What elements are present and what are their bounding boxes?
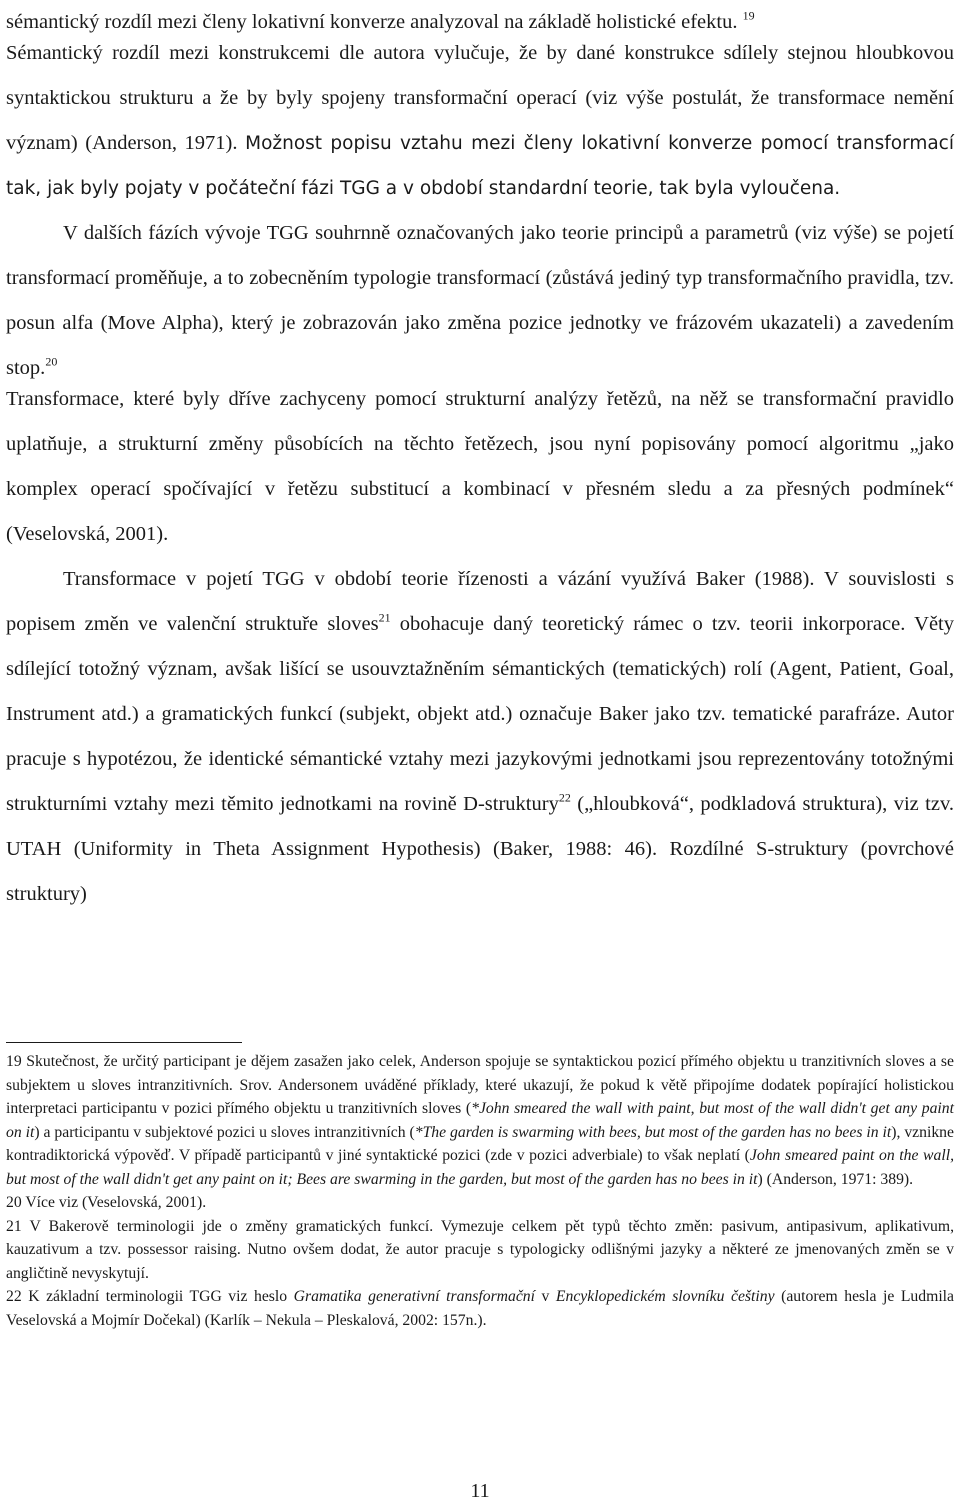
paragraph-1-text: sémantický rozdíl mezi členy lokativní konverze analyzoval na základě holistické efektu. — [6, 11, 738, 33]
paragraph-3-text: Možnost popisu vztahu mezi členy lokativní konverze pomocí transformací tak, jak byly pojaty v počáteční fázi TGG a v období standardní teorie, tak byla vyloučena. — [6, 133, 954, 199]
footnote-ref-22[interactable]: 22 — [558, 790, 571, 805]
footnote-22-text-3: (autorem hesla je Ludmila Veselovská a Mojmír Dočekal) (Karlík – Nekula – Pleskalová, 2002: 157n.). — [6, 1288, 954, 1329]
footnote-ref-20[interactable]: 20 — [45, 354, 58, 369]
footnote-22-text-2: v — [535, 1288, 556, 1305]
footnote-19-example-2: *The garden is swarming with bees, but most of the garden has no bees in it — [414, 1123, 892, 1141]
main-text — [6, 0, 954, 917]
footnote-22 — [6, 1285, 954, 1332]
footnote-21 — [6, 1215, 954, 1286]
footnote-21-text: V Bakerově terminologii jde o změny gramatických funkcí. Vymezuje celkem pět typů těchto změn: pasivum, antipasivum, aplikativum, kauzativum a tzv. possessor raising. Nutno ovšem dodat, že autor pracuje s typologicky odlišnými jazyky a některé ze jmenovaných změn se v angličtině nevyskytují. — [6, 1217, 955, 1282]
page-number: 11 — [470, 1480, 490, 1502]
paragraph-6-text-b: obohacuje daný teoretický rámec o tzv. teorii inkorporace. Věty sdílející totožný význam, avšak lišící se usouvztažněním sémantických (tematických) rolí (Agent, Patient, Goal, Instrument atd.) a gramatických funkcí (subjekt, objekt atd.) označuje Baker jako tzv. tematické parafráze. Autor pracuje s hypotézou, že identické sémantické vztahy mezi jazykovými jednotkami jsou reprezentovány totožnými strukturními vztahy mezi těmito jednotkami na rovině D-struktury — [6, 613, 954, 815]
paragraph-2-text: Sémantický rozdíl mezi konstrukcemi dle autora vylučuje, že by dané konstrukce sdílely stejnou hloubkovou syntaktickou strukturu a že by byly spojeny transformační operací (viz výše postulát, že transformace nemění význam) (Anderson, 1971). — [6, 42, 954, 154]
paragraph-5-text: Transformace, které byly dříve zachyceny pomocí strukturní analýzy řetězů, na něž se transformační pravidlo uplatňuje, a strukturní změny působících na těchto řetězech, jsou nyní popisovány pomocí algoritmu „jako komplex operací spočívající v řetězu substitucí a kombinací v přesném sledu a za přesných podmínek“ (Veselovská, 2001). — [6, 388, 954, 545]
footnote-20 — [6, 1191, 954, 1215]
footnotes — [6, 1050, 954, 1332]
footnote-22-entry-title: Gramatika generativní transformační — [293, 1288, 536, 1305]
paragraph-6 — [6, 557, 954, 917]
paragraph-4 — [6, 211, 954, 391]
footnote-separator — [6, 1042, 242, 1043]
footnote-ref-21[interactable]: 21 — [378, 610, 391, 625]
footnote-ref-19[interactable]: 19 — [742, 8, 755, 23]
paragraph-2 — [6, 31, 954, 211]
paragraph-5 — [6, 377, 954, 557]
footnote-22-number: 22 — [6, 1288, 22, 1305]
paragraph-4-text: V dalších fázích vývoje TGG souhrnně označovaných jako teorie principů a parametrů (viz výše) se pojetí transformací proměňuje, a to zobecněním typologie transformací (zůstává jediný typ transformačního pravidla, tzv. posun alfa (Move Alpha), který je zobrazován jako změna pozice jednotky ve frázovém ukazateli) a zavedením stop. — [6, 222, 954, 379]
paragraph-6-text-c: („hloubková“, podkladová struktura), viz tzv. UTAH (Uniformity in Theta Assignment Hypothesis) (Baker, 1988: 46). Rozdílné S-struktury (povrchové struktury) — [6, 793, 955, 905]
footnote-19-text-2: ) a participantu v subjektové pozici u sloves intranzitivních ( — [34, 1123, 415, 1141]
footnote-21-number: 21 — [6, 1217, 22, 1235]
footnote-20-text: Více viz (Veselovská, 2001). — [25, 1194, 207, 1211]
footnote-22-source-title: Encyklopedickém slovníku češtiny — [555, 1288, 775, 1305]
footnote-19 — [6, 1050, 954, 1191]
footnote-19-text-4: ) (Anderson, 1971: 389). — [757, 1170, 914, 1188]
footnote-22-text: K základní terminologii TGG viz heslo — [28, 1288, 294, 1305]
footnote-19-example-3: John smeared paint on the wall, but most of the wall didn't get any paint on it; Bees are swarming in the garden, but most of the garden has no bees in it — [6, 1147, 954, 1188]
footnote-20-number: 20 — [6, 1194, 22, 1211]
footnote-19-text-3: ), vznikne kontradiktorická výpověď. V případě participantů v jiné syntaktické pozici (zde v pozici adverbiale) to však neplatí ( — [6, 1123, 954, 1164]
paragraph-6-text-a: Transformace v pojetí TGG v období teorie řízenosti a vázání využívá Baker (1988). V souvislosti s popisem změn ve valenční struktuře sloves — [6, 568, 954, 635]
footnote-19-number: 19 — [6, 1053, 22, 1070]
footnote-19-text: Skutečnost, že určitý participant je dějem zasažen jako celek, Anderson spojuje se syntaktickou pozicí přímého objektu u tranzitivních sloves a se subjektem u sloves intranzitivních. Srov. Andersonem uváděné příklady, které ukazují, že pokud k větě připojíme dodatek popírající holistickou interpretaci participantu v pozici přímého objektu u tranzitivních sloves ( — [6, 1053, 954, 1117]
footnote-19-example-1: *John smeared the wall with paint, but most of the wall didn't get any paint on it — [6, 1100, 954, 1141]
